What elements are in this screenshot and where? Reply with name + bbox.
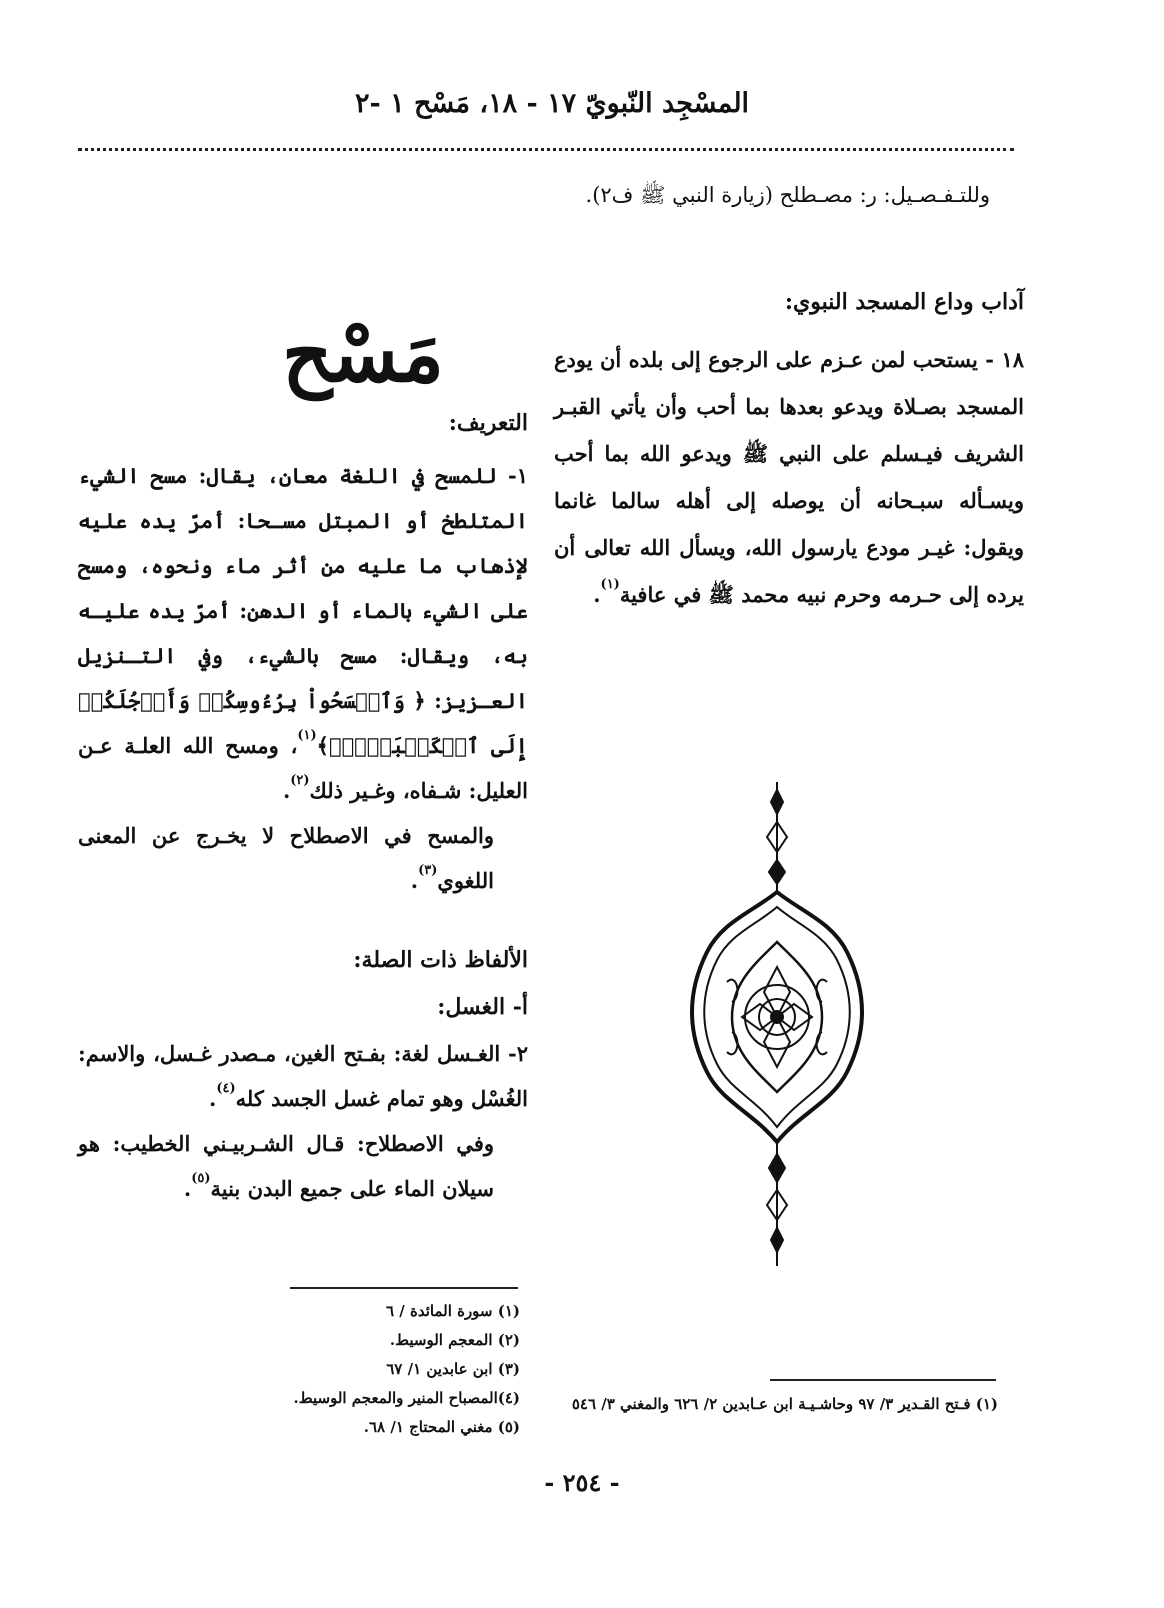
footnote-item: (١) فـتح القـدير ٣/ ٩٧ وحاشـيـة ابن عـابدين ٢/ ٦٢٦ والمغني ٣/ ٥٤٦: [571, 1395, 998, 1413]
paragraph-1-text: ١- للمسح في اللغة معان، يقال: مسح الشيء المتلطخ أو المبتل مسـحا: أمرّ يده عليه لإذهاب ما عليه من أثر ماء ونحوه، ومسح على الشيء بالماء أو الدهن: أمرّ يده عليـه به، ويقال: مسح بالشيء، وفي التـنزيل العـزيز: ﴿ وَٱمۡسَحُواْ بِرُءُوسِكُمۡ وَأَرۡجُلَكُمۡ إِلَى ٱلۡكَعۡبَيۡنِۚ﴾: [78, 463, 528, 758]
paragraph-2-text: ٢- الغـسل لغة: بفـتح الغين، مـصدر غـسل، والاسم: الغُسْل وهو تمام غسل الجسد كله: [78, 1041, 528, 1111]
paragraph-term-end: .: [410, 868, 419, 893]
footnote-ref[interactable]: (٤): [216, 1081, 236, 1096]
paragraph-1: [78, 453, 528, 813]
paragraph-1-cont: ، ومسح الله العلـة عـن العليل: شـفاه، وغـير ذلك: [78, 733, 528, 803]
paragraph-2b-end: .: [183, 1176, 192, 1201]
cross-reference-paragraph: وللتـفـصـيل: ر: مصـطلح (زيارة النبي ﷺ ف٢).: [585, 183, 990, 207]
definition-heading: التعريف:: [448, 410, 528, 436]
paragraph-18: [554, 336, 1024, 618]
entry-title: مَسْح: [282, 309, 444, 400]
footnote-rule-left: [290, 1287, 518, 1289]
footnote-item: (٣) ابن عابدين ١/ ٦٧: [386, 1360, 520, 1378]
footnote-ref[interactable]: (١): [600, 577, 620, 592]
paragraph-term-text: والمسح في الاصطلاح لا يخـرج عن المعنى اللغوي: [78, 823, 494, 893]
footnote-rule-right: [770, 1379, 996, 1381]
header-dotted-rule: [78, 148, 1014, 151]
page-number: - ٢٥٤ -: [544, 1468, 620, 1497]
footnote-item: (٢) المعجم الوسيط.: [389, 1331, 520, 1349]
paragraph-18-text: ١٨ - يستحب لمن عـزم على الرجوع إلى بلده أن يودع المسجد بصـلاة ويدعو بعدها بما أحب وأن يأتي القبـر الشريف فيـسلم على النبي ﷺ ويدعو الله بما أحب ويسـأله سبـحانه أن يوصله إلى أهله سالما غانما ويقول: غيـر مودع يارسول الله، ويسأل الله تعالى أن يرده إلى حـرمه وحرم نبيه محمد ﷺ في عافية: [554, 347, 1024, 607]
footnotes-left: [250, 1297, 520, 1442]
paragraph-2-end: .: [209, 1086, 217, 1111]
footnote-item: (٥) مغني المحتاج ١/ ٦٨.: [363, 1418, 520, 1436]
left-column: [78, 300, 528, 1211]
paragraph-18-end: .: [593, 582, 601, 607]
footnote-ref[interactable]: (٣): [418, 863, 438, 878]
footnote-ref[interactable]: (١): [297, 728, 317, 743]
paragraph-2: [78, 1031, 528, 1121]
related-terms-heading: الألفاظ ذات الصلة:: [353, 947, 528, 973]
paragraph-2b: [78, 1121, 528, 1211]
paragraph-1-end: .: [282, 778, 291, 803]
footnotes-right: [558, 1390, 998, 1418]
sub-heading-ghusl: أ- الغسل:: [437, 994, 528, 1020]
footnote-ref[interactable]: (٢): [290, 773, 310, 788]
footnote-item: (١) سورة المائدة / ٦: [385, 1302, 520, 1320]
running-header: المسْجِد النّبويّ ١٧ - ١٨، مَسْح ١ -٢: [354, 88, 750, 119]
footnote-ref[interactable]: (٥): [191, 1171, 211, 1186]
paragraph-term: [78, 813, 528, 903]
decorative-ornament-icon: [682, 782, 872, 1266]
footnote-item: (٤)المصباح المنير والمعجم الوسيط.: [293, 1389, 520, 1407]
paragraph-2b-text: وفي الاصطلاح: قـال الشـربيـني الخطيب: هو سيلان الماء على جميع البدن بنية: [78, 1131, 494, 1201]
section-heading-farewell: آداب وداع المسجد النبوي:: [784, 289, 1024, 315]
right-column: [554, 172, 1024, 618]
